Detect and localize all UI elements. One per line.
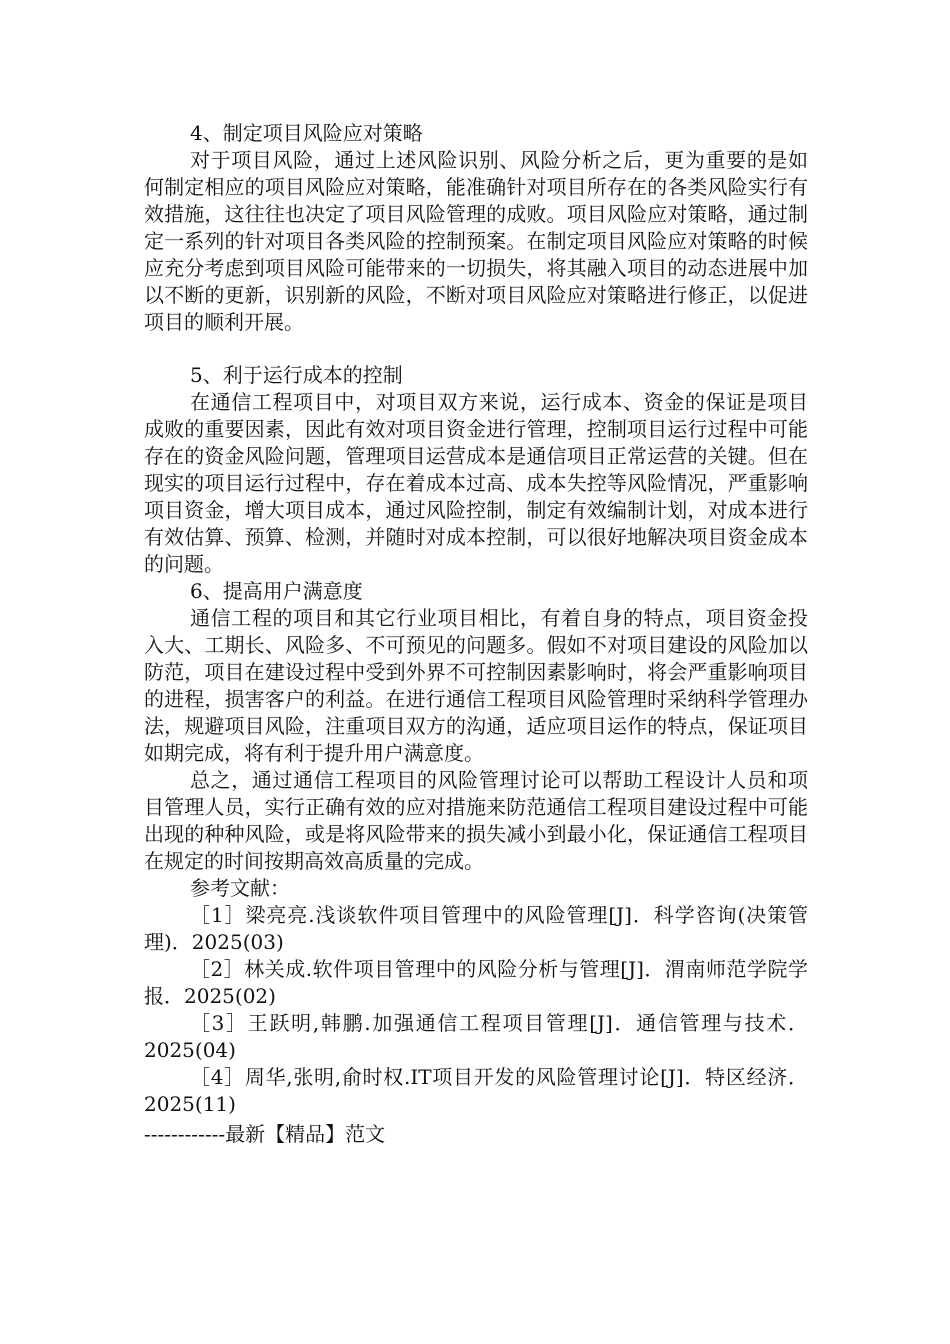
section-6-paragraph: 通信工程的项目和其它行业项目相比，有着自身的特点，项目资金投入大、工期长、风险多、不可预见的问题多。假如不对项目建设的风险加以防范，项目在建设过程中受到外界不可控制因素影响时，将会严重影响项目的进程，损害客户的利益。在进行通信工程项目风险管理时采纳科学管理办法，规避项目风险，注重项目双方的沟通，适应项目运作的特点，保证项目如期完成，将有利于提升用户满意度。 [144, 606, 808, 765]
reference-item-2: ［2］林关成.软件项目管理中的风险分析与管理[J]．渭南师范学院学报．2025(02) [144, 957, 808, 1008]
reference-item-1: ［1］梁亮亮.浅谈软件项目管理中的风险管理[J]．科学咨询(决策管理)．2025(03) [144, 903, 808, 954]
paragraph-gap [144, 336, 808, 362]
section-heading-5: 5、利于运行成本的控制 [190, 363, 403, 387]
section-heading-6: 6、提高用户满意度 [190, 579, 363, 603]
conclusion-paragraph: 总之，通过通信工程项目的风险管理讨论可以帮助工程设计人员和项目管理人员，实行正确有效的应对措施来防范通信工程项目建设过程中可能出现的种种风险，或是将风险带来的损失减小到最小化，保证通信工程项目在规定的时间按期高效高质量的完成。 [144, 768, 808, 873]
references-label: 参考文献： [190, 876, 290, 900]
footer-text: ------------最新【精品】范文 [144, 1122, 386, 1146]
document-body [144, 120, 808, 1118]
section-4-paragraph: 对于项目风险，通过上述风险识别、风险分析之后，更为重要的是如何制定相应的项目风险应对策略，能准确针对项目所存在的各类风险实行有效措施，这往往也决定了项目风险管理的成败。项目风险应对策略，通过制定一系列的针对项目各类风险的控制预案。在制定项目风险应对策略的时候应充分考虑到项目风险可能带来的一切损失，将其融入项目的动态进展中加以不断的更新，识别新的风险，不断对项目风险应对策略进行修正，以促进项目的顺利开展。 [144, 148, 808, 334]
section-heading-4: 4、制定项目风险应对策略 [190, 121, 423, 145]
reference-item-4: ［4］周华,张明,俞时权.IT项目开发的风险管理讨论[J]．特区经济．2025(11) [144, 1065, 808, 1116]
reference-item-3: ［3］王跃明,韩鹏.加强通信工程项目管理[J]．通信管理与技术．2025(04) [144, 1011, 808, 1062]
section-5-paragraph: 在通信工程项目中，对项目双方来说，运行成本、资金的保证是项目成败的重要因素，因此有效对项目资金进行管理，控制项目运行过程中可能存在的资金风险问题，管理项目运营成本是通信项目正常运营的关键。但在现实的项目运行过程中，存在着成本过高、成本失控等风险情况，严重影响项目资金，增大项目成本，通过风险控制，制定有效编制计划，对成本进行有效估算、预算、检测，并随时对成本控制，可以很好地解决项目资金成本的问题。 [144, 390, 808, 576]
